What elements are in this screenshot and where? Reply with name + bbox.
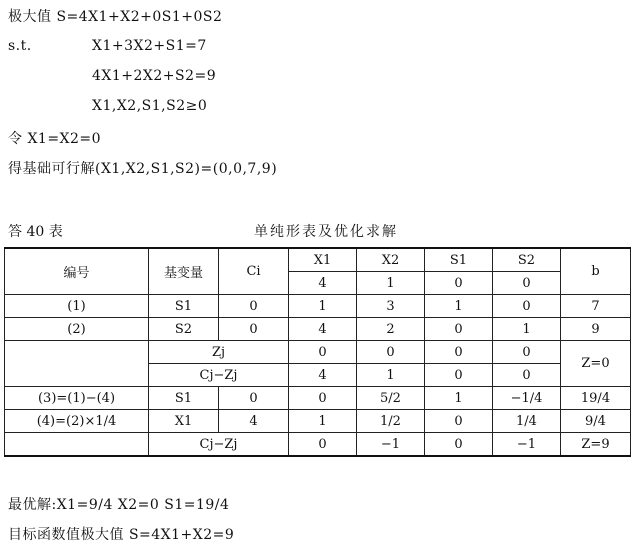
row-num: (1) — [5, 295, 149, 318]
cz-cell: 4 — [289, 364, 357, 387]
constraint-2: 4X1+2X2+S2=9 — [92, 68, 217, 84]
row-cell: 5/2 — [357, 387, 425, 410]
row-cell: 0 — [425, 410, 493, 433]
row-num: (2) — [5, 318, 149, 341]
row-ci: 0 — [219, 318, 289, 341]
row-cell: 1/4 — [493, 410, 561, 433]
simplex-table — [4, 247, 631, 457]
header-s2: S2 — [493, 248, 561, 272]
table-row — [5, 410, 631, 433]
row-b: 19/4 — [561, 387, 631, 410]
row-cell: 1 — [425, 295, 493, 318]
constraint-1: X1+3X2+S1=7 — [92, 38, 207, 54]
cost-cell: 4 — [289, 272, 357, 295]
zj-label: Zj — [149, 341, 289, 364]
zj-cell: 0 — [357, 341, 425, 364]
optimal-solution: 最优解:X1=9/4 X2=0 S1=19/4 — [8, 497, 230, 513]
cz-cell: −1 — [493, 433, 561, 457]
cost-cell: 0 — [493, 272, 561, 295]
zj-cell: 0 — [493, 341, 561, 364]
row-basis: X1 — [149, 410, 219, 433]
row-basis: S1 — [149, 295, 219, 318]
table-number: 答 40 表 — [8, 224, 63, 240]
row-num: (3)=(1)−(4) — [5, 387, 149, 410]
constraint-3: X1,X2,S1,S2≥0 — [92, 98, 208, 114]
zj-row — [5, 341, 631, 364]
row-cell: 0 — [493, 295, 561, 318]
cz-cell: −1 — [357, 433, 425, 457]
row-ci: 4 — [219, 410, 289, 433]
row-ci: 0 — [219, 387, 289, 410]
zj-cell: 0 — [289, 341, 357, 364]
header-b: b — [561, 248, 631, 295]
row-cell: 0 — [425, 318, 493, 341]
table-row — [5, 387, 631, 410]
objective-line: 极大值 S=4X1+X2+0S1+0S2 — [8, 9, 223, 25]
header-num: 编号 — [5, 248, 149, 295]
row-cell: 3 — [357, 295, 425, 318]
header-basis: 基变量 — [149, 248, 219, 295]
row-num: (4)=(2)×1/4 — [5, 410, 149, 433]
z-value: Z=0 — [561, 341, 631, 387]
row-cell: 1 — [289, 410, 357, 433]
table-row — [5, 295, 631, 318]
cz-cell: 0 — [425, 433, 493, 457]
row-cell: 1/2 — [357, 410, 425, 433]
cost-cell: 1 — [357, 272, 425, 295]
row-basis: S2 — [149, 318, 219, 341]
cz-cell: 1 — [357, 364, 425, 387]
row-ci: 0 — [219, 295, 289, 318]
row-cell: −1/4 — [493, 387, 561, 410]
row-cell: 2 — [357, 318, 425, 341]
header-x1: X1 — [289, 248, 357, 272]
let-line: 令 X1=X2=0 — [8, 131, 102, 147]
row-b: 9/4 — [561, 410, 631, 433]
header-ci: Ci — [219, 248, 289, 295]
cz-cell: 0 — [289, 433, 357, 457]
empty-cell — [5, 433, 149, 457]
header-s1: S1 — [425, 248, 493, 272]
row-cell: 1 — [289, 295, 357, 318]
row-cell: 4 — [289, 318, 357, 341]
row-basis: S1 — [149, 387, 219, 410]
cz-cell: 0 — [493, 364, 561, 387]
cz-cell: 0 — [425, 364, 493, 387]
row-cell: 1 — [425, 387, 493, 410]
cj-zj-row-2 — [5, 433, 631, 457]
table-row — [5, 318, 631, 341]
cost-cell: 0 — [425, 272, 493, 295]
cj-zj-label: Cj−Zj — [149, 364, 289, 387]
zj-cell: 0 — [425, 341, 493, 364]
st-label: s.t. — [8, 38, 32, 54]
row-cell: 0 — [289, 387, 357, 410]
max-value: 目标函数值极大值 S=4X1+X2=9 — [8, 527, 235, 543]
header-x2: X2 — [357, 248, 425, 272]
table-title: 单纯形表及优化求解 — [254, 224, 398, 240]
cj-zj-label: Cj−Zj — [149, 433, 289, 457]
z-value: Z=9 — [561, 433, 631, 457]
empty-cell — [5, 341, 149, 387]
basic-solution-line: 得基础可行解(X1,X2,S1,S2)=(0,0,7,9) — [8, 161, 278, 177]
row-b: 7 — [561, 295, 631, 318]
row-b: 9 — [561, 318, 631, 341]
row-cell: 1 — [493, 318, 561, 341]
